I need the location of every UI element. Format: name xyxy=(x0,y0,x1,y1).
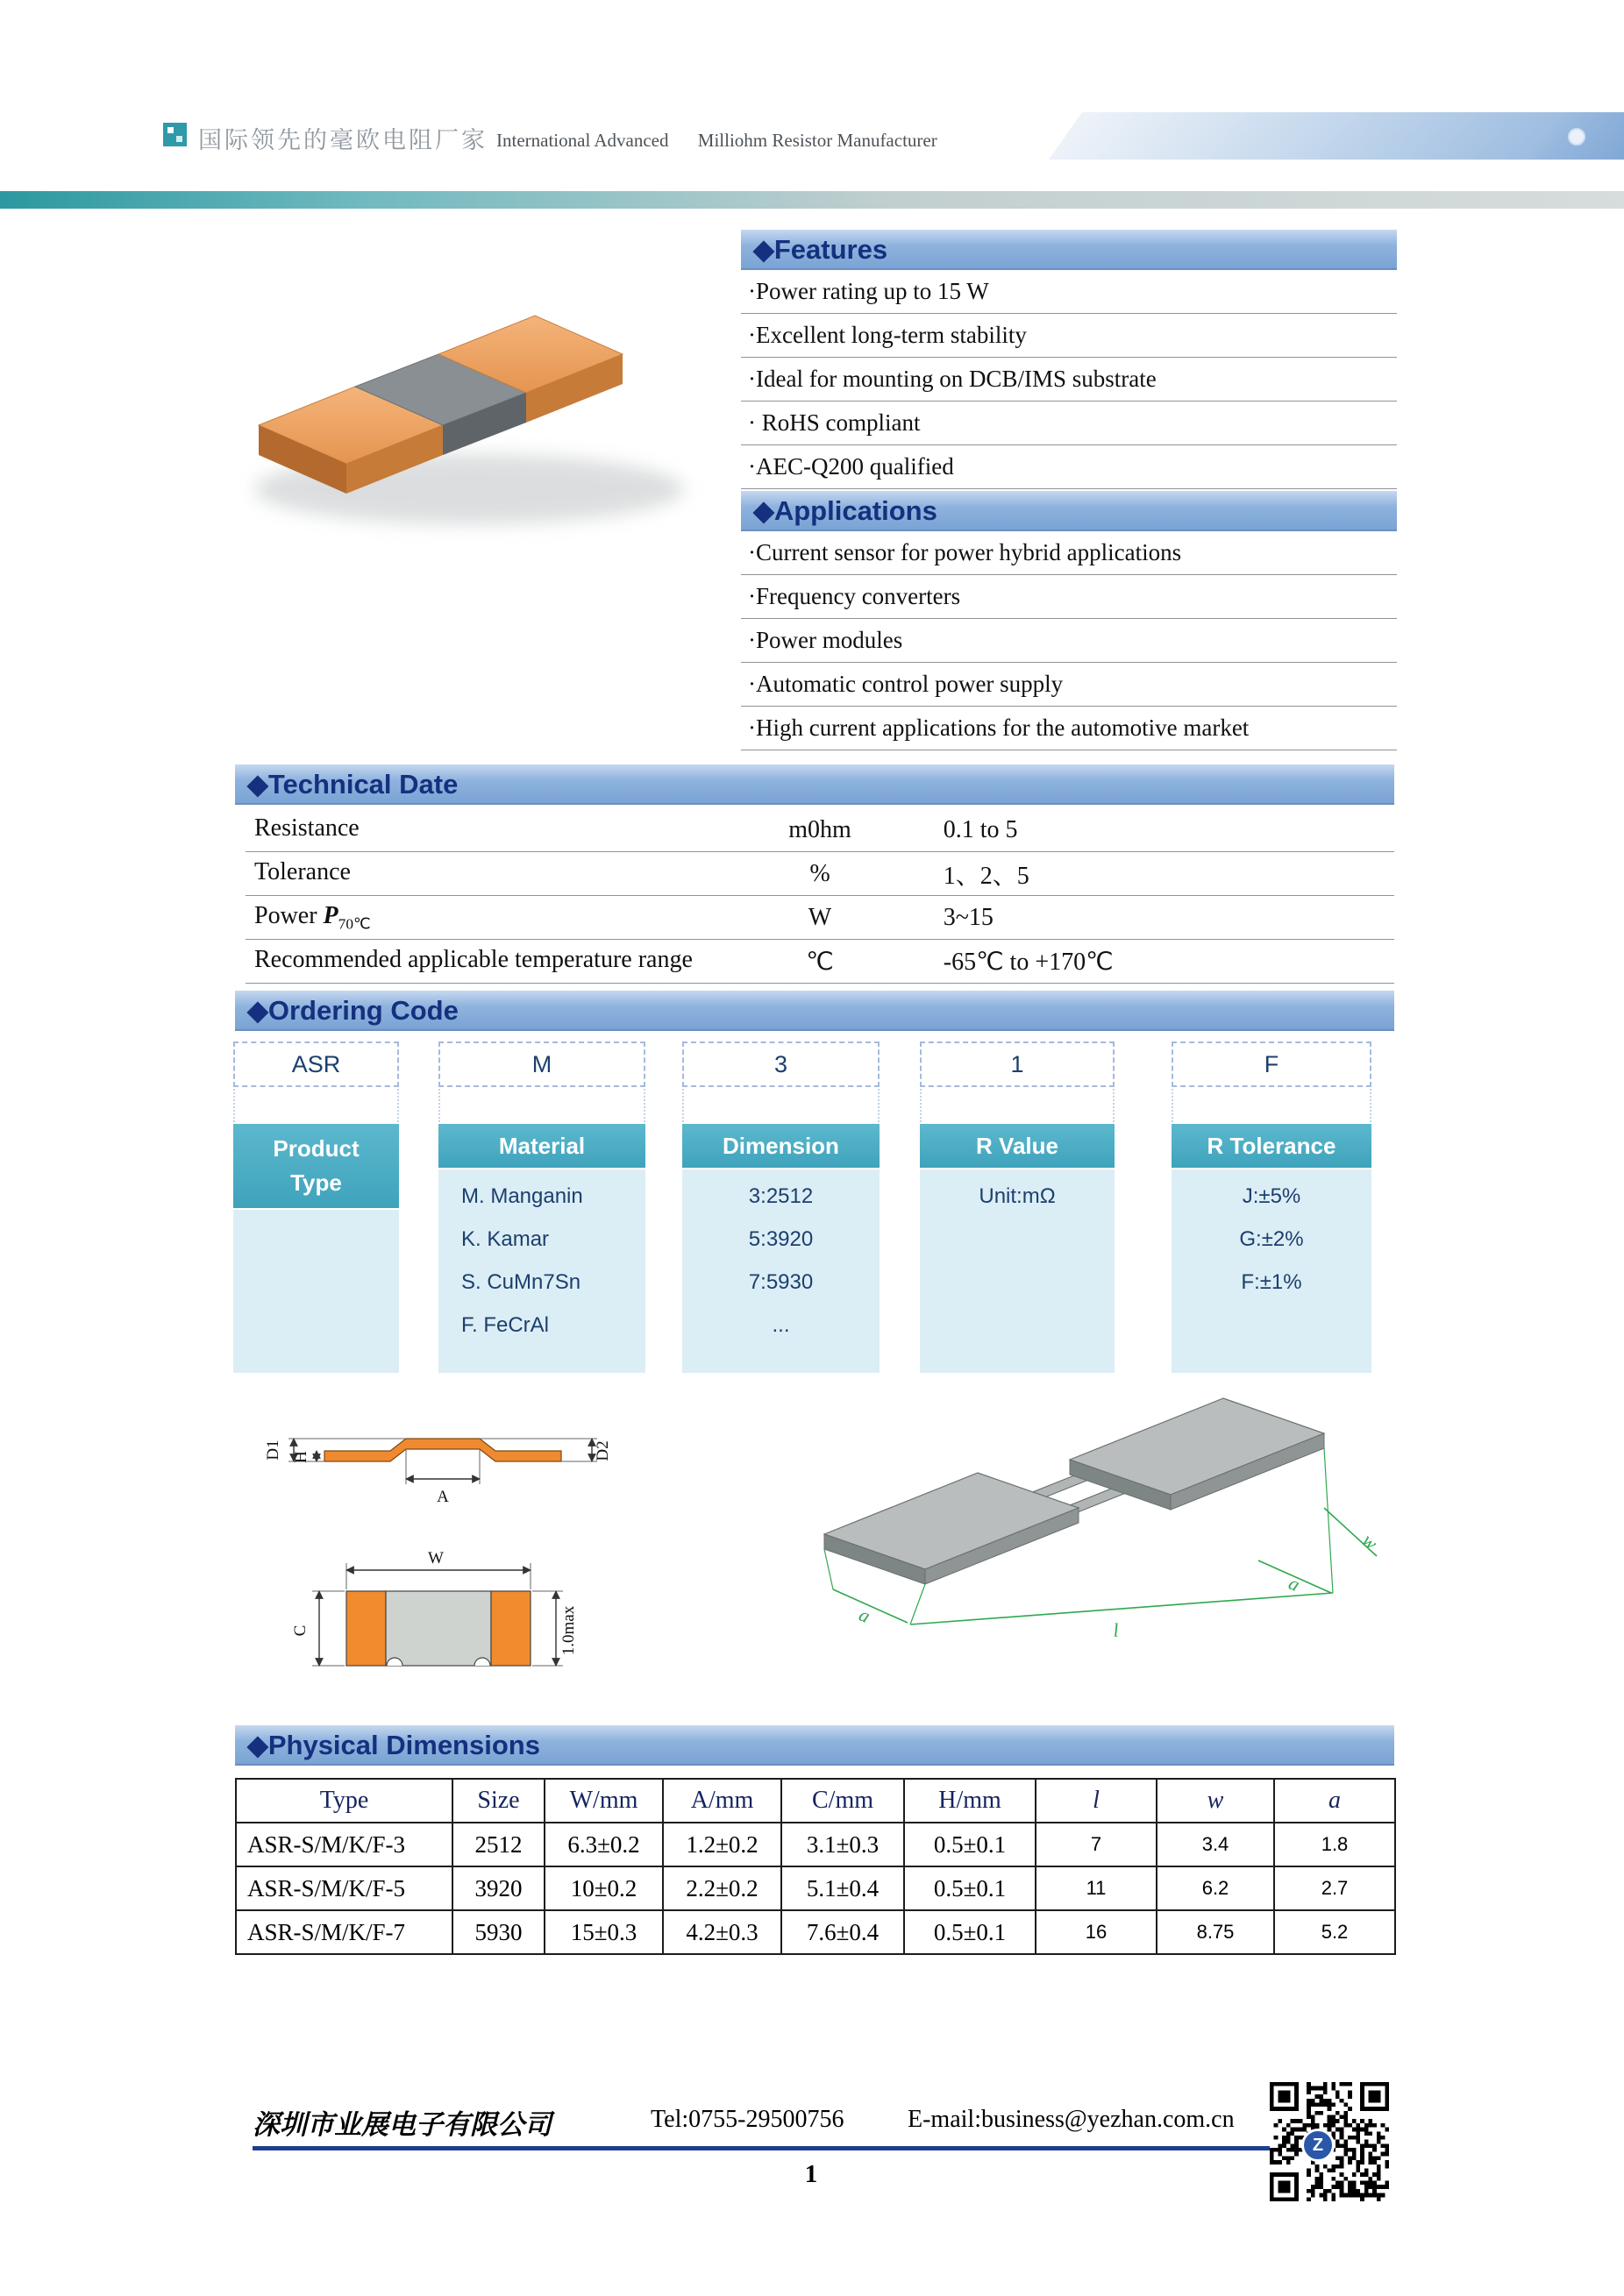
table-row xyxy=(236,1866,1395,1910)
header-divider xyxy=(0,191,1624,209)
tech-row-resistance xyxy=(246,808,1394,852)
col-header-type: Type xyxy=(236,1779,452,1823)
page-number: 1 xyxy=(804,2160,818,2188)
material-option: S. CuMn7Sn xyxy=(461,1270,581,1294)
table-row xyxy=(236,1910,1395,1954)
code-connector xyxy=(682,1089,684,1122)
ordering-col-rtolerance: R Tolerance xyxy=(1172,1124,1371,1168)
ordering-col-dimension: Dimension xyxy=(682,1124,880,1168)
dim-label-d1: D1 xyxy=(264,1439,282,1461)
code-box-dimension: 3 xyxy=(682,1041,880,1087)
code-connector xyxy=(878,1089,880,1122)
iso-label-w: w xyxy=(1357,1529,1383,1554)
feature-item: · RoHS compliant xyxy=(741,402,1397,445)
cell: 7 xyxy=(1036,1823,1157,1866)
ordering-col-product-type xyxy=(233,1124,399,1208)
code-box-product: ASR xyxy=(233,1041,399,1087)
top-right-terminal xyxy=(491,1591,531,1666)
features-section-header: ◆Features xyxy=(741,230,1397,270)
cell: 1.8 xyxy=(1274,1823,1395,1866)
col-header-amm: A/mm xyxy=(663,1779,781,1823)
tech-value: 3~15 xyxy=(943,903,994,931)
feature-item: ·Excellent long-term stability xyxy=(741,314,1397,358)
email-link[interactable]: E-mail:business@yezhan.com.cn xyxy=(908,2106,1235,2133)
cell: 15±0.3 xyxy=(545,1910,663,1954)
tech-label: Tolerance xyxy=(254,857,351,885)
application-item: ·Frequency converters xyxy=(741,575,1397,619)
cell: 0.5±0.1 xyxy=(904,1823,1036,1866)
phone-number: Tel:0755-29500756 xyxy=(651,2106,844,2133)
col-header-w: w xyxy=(1157,1779,1274,1823)
table-row xyxy=(236,1823,1395,1866)
cell: 3.1±0.3 xyxy=(781,1823,904,1866)
cell: 6.2 xyxy=(1157,1866,1274,1910)
tech-row-tolerance xyxy=(246,852,1394,896)
ordering-panel-dimension xyxy=(682,1169,880,1373)
tech-label: Power $P_{70℃}$ xyxy=(254,901,371,933)
top-left-terminal xyxy=(346,1591,386,1666)
ordering-col-material: Material xyxy=(438,1124,645,1168)
code-connector xyxy=(1113,1089,1115,1122)
ordering-panel-rvalue xyxy=(920,1169,1115,1373)
ordering-panel-product-type xyxy=(233,1210,399,1373)
dimensions-section-header: ◆Physical Dimensions xyxy=(235,1725,1394,1766)
dimension-option: 5:3920 xyxy=(748,1227,814,1251)
tolerance-option: F:±1% xyxy=(1241,1270,1302,1294)
tech-value: 1、2、5 xyxy=(943,862,1029,890)
ordering-col-rvalue: R Value xyxy=(920,1124,1115,1168)
product-photo xyxy=(219,263,728,544)
cell: 1.2±0.2 xyxy=(663,1823,781,1866)
dim-label-w: W xyxy=(428,1549,444,1567)
code-connector xyxy=(397,1089,399,1122)
ordering-section-header: ◆Ordering Code xyxy=(235,991,1394,1031)
dim-label-c: C xyxy=(291,1624,310,1637)
header-decor-circle xyxy=(1568,128,1585,146)
col-header-hmm: H/mm xyxy=(904,1779,1036,1823)
cell: 5930 xyxy=(452,1910,545,1954)
cell: 3920 xyxy=(452,1866,545,1910)
feature-item: ·AEC-Q200 qualified xyxy=(741,445,1397,489)
tech-label: Recommended applicable temperature range xyxy=(254,945,693,973)
ordering-col-title: Product xyxy=(273,1135,360,1162)
feature-item: ·Ideal for mounting on DCB/IMS substrate xyxy=(741,358,1397,402)
code-connector xyxy=(920,1089,922,1122)
dim-label-a: A xyxy=(437,1488,449,1506)
cell: 4.2±0.3 xyxy=(663,1910,781,1954)
tech-value: 0.1 to 5 xyxy=(943,815,1018,843)
col-header-size: Size xyxy=(452,1779,545,1823)
company-name: 深圳市业展电子有限公司 xyxy=(253,2109,552,2140)
iso-label-l: l xyxy=(1112,1618,1120,1641)
code-connector xyxy=(1172,1089,1173,1122)
rvalue-note: Unit:mΩ xyxy=(979,1184,1056,1208)
code-box-tolerance: F xyxy=(1172,1041,1371,1087)
dim-label-d2: D2 xyxy=(594,1440,612,1461)
technical-section-header: ◆Technical Date xyxy=(235,764,1394,805)
brand-icon xyxy=(163,123,187,146)
header-en-part1: International Advanced xyxy=(496,130,669,151)
tech-row-temperature-range xyxy=(246,940,1394,984)
cell: 2512 xyxy=(452,1823,545,1866)
code-box-rvalue: 1 xyxy=(920,1041,1115,1087)
iso-label-a-left: a xyxy=(855,1603,874,1628)
cell: 8.75 xyxy=(1157,1910,1274,1954)
tech-unit: ℃ xyxy=(806,948,834,976)
ordering-col-title2: Type xyxy=(290,1169,342,1196)
header-english-tagline xyxy=(496,130,937,152)
ordering-panel-rtolerance xyxy=(1172,1169,1371,1373)
dim-label-max: 1.0max xyxy=(559,1605,578,1656)
tech-row-power xyxy=(246,896,1394,940)
tech-unit: W xyxy=(808,903,832,931)
cell: ASR-S/M/K/F-7 xyxy=(236,1910,452,1954)
dimension-option: 3:2512 xyxy=(748,1184,814,1208)
tech-label: Resistance xyxy=(254,814,360,842)
header-en-part2: Milliohm Resistor Manufacturer xyxy=(697,130,937,151)
cell: 5.1±0.4 xyxy=(781,1866,904,1910)
top-view-drawing xyxy=(263,1547,614,1718)
cell: 7.6±0.4 xyxy=(781,1910,904,1954)
qr-center-logo: Z xyxy=(1301,2129,1335,2162)
tech-unit: % xyxy=(809,859,830,887)
tech-value: -65℃ to +170℃ xyxy=(943,948,1114,976)
applications-section-header: ◆Applications xyxy=(741,491,1397,531)
tolerance-option: J:±5% xyxy=(1242,1184,1301,1208)
cell: 0.5±0.1 xyxy=(904,1866,1036,1910)
header-decor-parallelogram-light xyxy=(1049,112,1573,160)
tech-unit: m0hm xyxy=(788,815,851,843)
cell: 16 xyxy=(1036,1910,1157,1954)
application-item: ·Automatic control power supply xyxy=(741,663,1397,707)
top-element xyxy=(386,1591,491,1666)
dimension-option: 7:5930 xyxy=(748,1270,814,1294)
cell: 5.2 xyxy=(1274,1910,1395,1954)
side-profile xyxy=(324,1439,561,1461)
ordering-panel-material xyxy=(438,1169,645,1373)
cell: ASR-S/M/K/F-5 xyxy=(236,1866,452,1910)
col-header-cmm: C/mm xyxy=(781,1779,904,1823)
cell: 0.5±0.1 xyxy=(904,1910,1036,1954)
application-item: ·Power modules xyxy=(741,619,1397,663)
application-item: ·High current applications for the automotive market xyxy=(741,707,1397,750)
code-connector xyxy=(644,1089,645,1122)
cell: 10±0.2 xyxy=(545,1866,663,1910)
col-header-a: a xyxy=(1274,1779,1395,1823)
code-connector xyxy=(233,1089,235,1122)
isometric-drawing xyxy=(763,1354,1394,1714)
tolerance-option: G:±2% xyxy=(1239,1227,1304,1251)
cell: ASR-S/M/K/F-3 xyxy=(236,1823,452,1866)
footer-divider xyxy=(253,2146,1270,2150)
dimensions-table xyxy=(235,1778,1396,1955)
cell: 2.7 xyxy=(1274,1866,1395,1910)
col-header-l: l xyxy=(1036,1779,1157,1823)
col-header-wmm: W/mm xyxy=(545,1779,663,1823)
code-connector xyxy=(1370,1089,1371,1122)
cell: 3.4 xyxy=(1157,1823,1274,1866)
iso-label-a-right: a xyxy=(1285,1571,1304,1596)
code-box-material: M xyxy=(438,1041,645,1087)
code-connector xyxy=(438,1089,440,1122)
cell: 11 xyxy=(1036,1866,1157,1910)
dim-label-h: H xyxy=(292,1451,310,1463)
cell: 2.2±0.2 xyxy=(663,1866,781,1910)
application-item: ·Current sensor for power hybrid applications xyxy=(741,531,1397,575)
header-chinese-tagline: 国际领先的毫欧电阻厂家 xyxy=(198,127,488,153)
dimension-option: ... xyxy=(772,1313,790,1337)
material-option: K. Kamar xyxy=(461,1227,550,1251)
table-header-row xyxy=(236,1779,1395,1823)
material-option: F. FeCrAl xyxy=(461,1313,550,1337)
material-option: M. Manganin xyxy=(461,1184,583,1208)
feature-item: ·Power rating up to 15 W xyxy=(741,270,1397,314)
side-view-drawing xyxy=(250,1381,636,1543)
cell: 6.3±0.2 xyxy=(545,1823,663,1866)
